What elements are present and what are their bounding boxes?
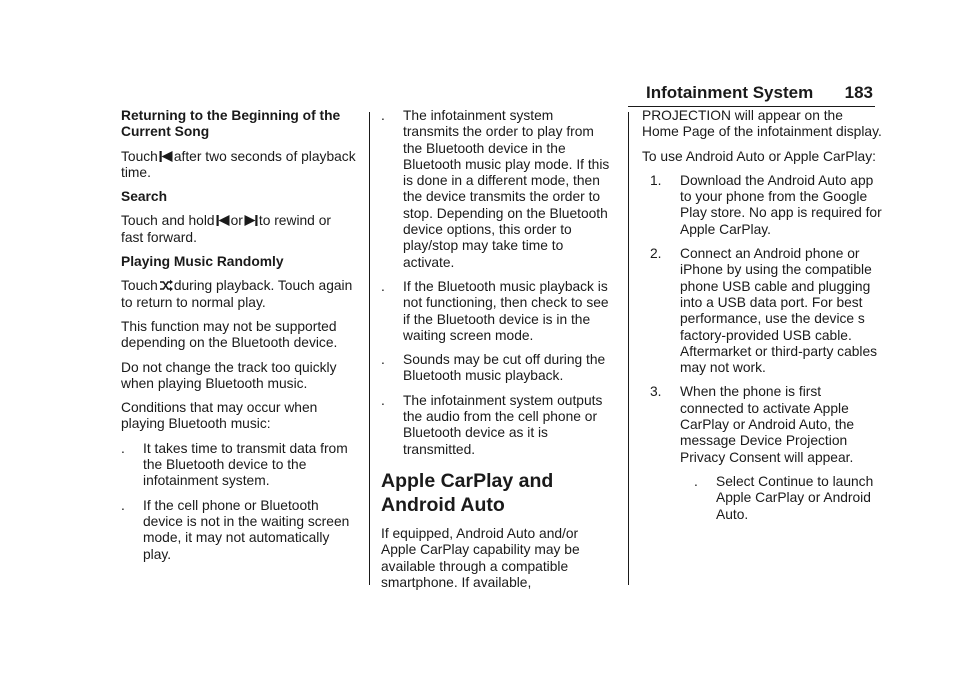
numbered-step: 2. Connect an Android phone or iPhone by using the compatible phone USB cable and plugging into a USB data port. For best performance, use the device s factory-provided USB cable. Aftermarket or third-party cables may not work.	[650, 246, 878, 376]
list-item: . If the Bluetooth music playback is not functioning, then check to see if the Bluetooth device is in the waiting screen mode.	[381, 278, 609, 343]
bullet-marker: .	[381, 278, 385, 294]
list-item: . The infotainment system outputs the audio from the cell phone or Bluetooth device as it is transmitted.	[381, 392, 603, 457]
list-item: . It takes time to transmit data from the Bluetooth device to the infotainment system.	[121, 440, 348, 489]
bullet-marker: .	[121, 497, 125, 513]
bullet-marker: .	[694, 473, 698, 489]
column-2	[381, 108, 613, 599]
bullet-marker: .	[381, 392, 385, 408]
paragraph: Touch and hold or to rewind or fast forward.	[121, 213, 331, 245]
page-number: 183	[844, 83, 873, 102]
column-divider	[369, 112, 370, 585]
page-header	[628, 80, 875, 107]
list-item: . Select Continue to launch Apple CarPlay or Android Auto.	[694, 473, 874, 522]
list-item: . Sounds may be cut off during the Bluetooth music playback.	[381, 352, 606, 384]
bullet-marker: .	[121, 440, 125, 456]
list-item: . The infotainment system transmits the order to play from the Bluetooth device in the Bluetooth music play mode. If this is done in a different mode, then the device transmits the order to stop. Depending on the Bluetooth device options, this order to play/stop may take time to activate.	[381, 108, 610, 270]
paragraph: Touch after two seconds of playback time.	[121, 148, 356, 180]
numbered-step: 3. When the phone is first connected to activate Apple CarPlay or Android Auto, the message Device Projection Privacy Consent will appear.	[650, 384, 855, 465]
list-item: . If the cell phone or Bluetooth device is not in the waiting screen mode, it may not automatically play.	[121, 497, 350, 562]
paragraph: Conditions that may occur when playing Bluetooth music:	[121, 400, 318, 432]
column-divider	[628, 112, 629, 585]
bullet-marker: .	[381, 352, 385, 368]
previous-track-icon	[159, 150, 173, 163]
section-heading: Apple CarPlay and Android Auto	[381, 469, 554, 516]
shuffle-icon	[159, 279, 173, 292]
step-number: 1.	[650, 172, 662, 188]
column-3	[642, 108, 882, 531]
paragraph: Do not change the track too quickly when playing Bluetooth music.	[121, 359, 337, 391]
previous-track-icon	[216, 214, 230, 227]
column-1	[121, 108, 356, 571]
numbered-step: 1. Download the Android Auto app to your phone from the Google Play store. No app is required for Apple CarPlay.	[650, 172, 882, 237]
section-title: Infotainment System	[646, 83, 814, 102]
paragraph: To use Android Auto or Apple CarPlay:	[642, 148, 876, 164]
paragraph: PROJECTION will appear on the Home Page of the infotainment display.	[642, 108, 882, 140]
heading-random: Playing Music Randomly	[121, 254, 284, 270]
heading-search: Search	[121, 189, 168, 205]
step-number: 2.	[650, 246, 662, 262]
next-track-icon	[244, 214, 258, 227]
bullet-marker: .	[381, 108, 385, 123]
paragraph: If equipped, Android Auto and/or Apple CarPlay capability may be available through a compatible smartphone. If available,	[381, 525, 580, 590]
step-number: 3.	[650, 384, 662, 400]
heading-return-to-beginning: Returning to the Beginning of the Current Song	[121, 108, 341, 140]
paragraph: This function may not be supported depending on the Bluetooth device.	[121, 318, 338, 351]
paragraph: Touch during playback. Touch again to return to normal play.	[121, 278, 353, 310]
